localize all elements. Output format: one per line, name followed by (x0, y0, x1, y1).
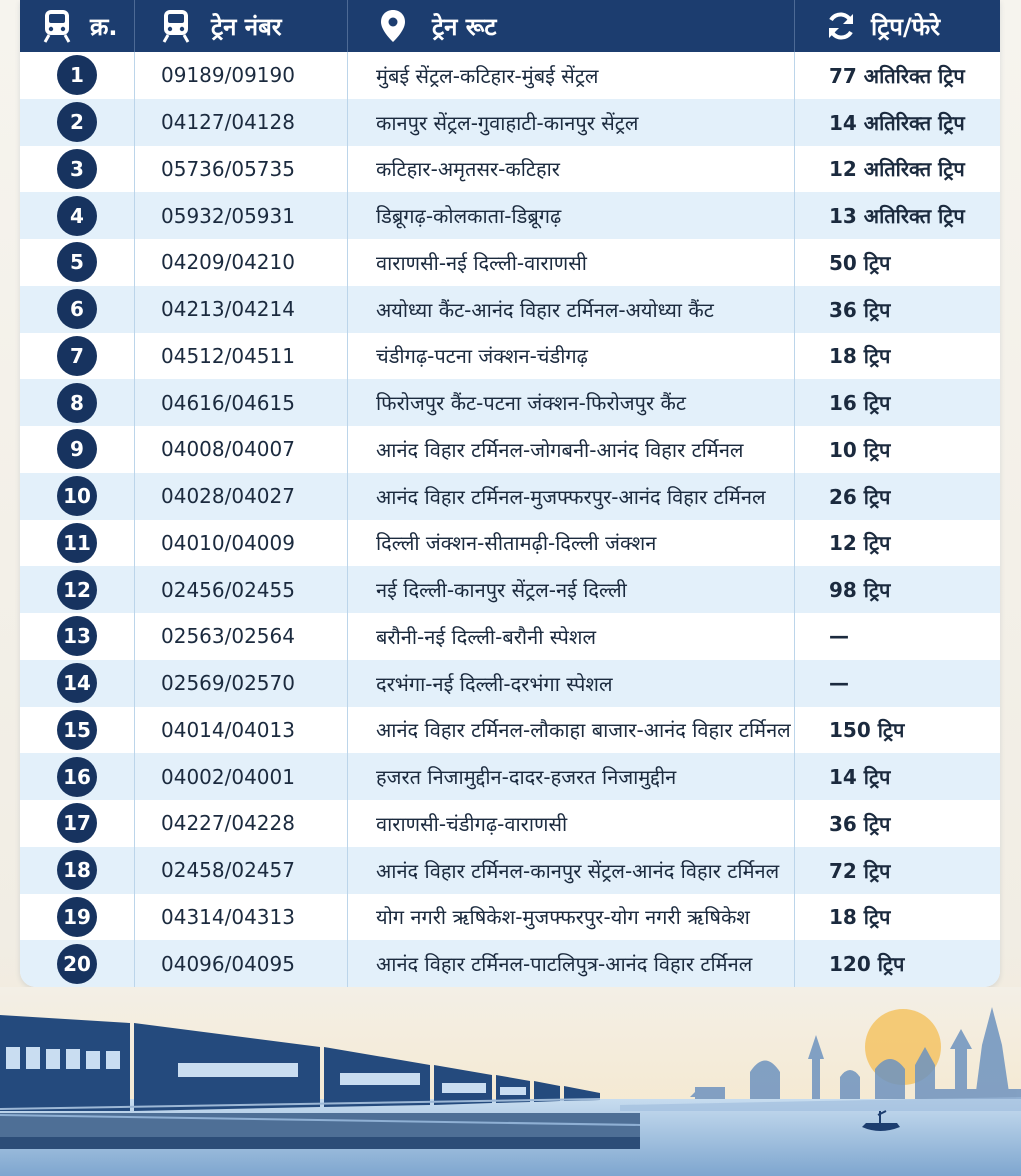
serial-cell (20, 426, 135, 473)
trips-cell: 12 ट्रिप (829, 531, 891, 556)
trips-cell: 120 ट्रिप (829, 952, 905, 977)
header-serial (20, 0, 135, 52)
serial-badge: 9 (57, 429, 97, 469)
route-cell: दिल्ली जंक्शन-सीतामढ़ी-दिल्ली जंक्शन (348, 520, 795, 567)
trips-cell: 98 ट्रिप (829, 578, 891, 603)
train-number-cell: 09189/09190 (135, 52, 348, 99)
serial-badge: 8 (57, 383, 97, 423)
train-number-cell: 04014/04013 (135, 707, 348, 754)
route-cell: बरौनी-नई दिल्ली-बरौनी स्पेशल (348, 613, 795, 660)
header-train-number (135, 0, 348, 52)
serial-cell (20, 753, 135, 800)
route-cell: चंडीगढ़-पटना जंक्शन-चंडीगढ़ (348, 333, 795, 380)
train-number-cell: 04213/04214 (135, 286, 348, 333)
route-cell: आनंद विहार टर्मिनल-कानपुर सेंट्रल-आनंद विहार टर्मिनल (348, 847, 795, 894)
serial-badge: 16 (57, 757, 97, 797)
refresh-icon (825, 10, 857, 42)
trips-cell: 77 अतिरिक्त ट्रिप (829, 63, 965, 88)
trips-cell: 72 ट्रिप (829, 858, 891, 883)
train-number-cell: 04008/04007 (135, 426, 348, 473)
route-cell: डिब्रूगढ़-कोलकाता-डिब्रूगढ़ (348, 192, 795, 239)
route-cell: आनंद विहार टर्मिनल-पाटलिपुत्र-आनंद विहार टर्मिनल (348, 940, 795, 987)
trips-cell: 18 ट्रिप (829, 905, 891, 930)
table-row (20, 753, 1000, 800)
serial-badge: 6 (57, 289, 97, 329)
serial-badge: 15 (57, 710, 97, 750)
table-row (20, 333, 1000, 380)
route-cell: हजरत निजामुद्दीन-दादर-हजरत निजामुद्दीन (348, 753, 795, 800)
serial-badge: 10 (57, 476, 97, 516)
table-row (20, 239, 1000, 286)
trips-cell: 16 ट्रिप (829, 391, 891, 416)
train-number-cell: 04314/04313 (135, 894, 348, 941)
train-river-illustration (0, 987, 1021, 1176)
trips-cell: 14 ट्रिप (829, 765, 891, 790)
serial-cell (20, 239, 135, 286)
serial-badge: 2 (57, 102, 97, 142)
train-number-cell: 02569/02570 (135, 660, 348, 707)
table-row (20, 473, 1000, 520)
serial-cell (20, 473, 135, 520)
serial-badge: 13 (57, 616, 97, 656)
train-number-cell: 04512/04511 (135, 333, 348, 380)
route-cell: कानपुर सेंट्रल-गुवाहाटी-कानपुर सेंट्रल (348, 99, 795, 146)
trips-cell: 26 ट्रिप (829, 484, 891, 509)
serial-cell (20, 894, 135, 941)
train-table (20, 0, 1000, 987)
table-row (20, 847, 1000, 894)
serial-cell (20, 146, 135, 193)
trips-cell: 50 ट्रिप (829, 250, 891, 275)
serial-cell (20, 333, 135, 380)
serial-cell (20, 566, 135, 613)
route-cell: योग नगरी ऋषिकेश-मुजफ्फरपुर-योग नगरी ऋषिकेश (348, 894, 795, 941)
table-row (20, 566, 1000, 613)
serial-cell (20, 52, 135, 99)
serial-badge: 3 (57, 149, 97, 189)
table-row (20, 286, 1000, 333)
serial-cell (20, 613, 135, 660)
train-number-cell: 02563/02564 (135, 613, 348, 660)
serial-cell (20, 660, 135, 707)
train-number-cell: 04028/04027 (135, 473, 348, 520)
train-number-cell: 04096/04095 (135, 940, 348, 987)
route-cell: फिरोजपुर कैंट-पटना जंक्शन-फिरोजपुर कैंट (348, 379, 795, 426)
train-number-cell: 04616/04615 (135, 379, 348, 426)
table-row (20, 940, 1000, 987)
serial-cell (20, 847, 135, 894)
train-number-cell: 04227/04228 (135, 800, 348, 847)
serial-badge: 19 (57, 897, 97, 937)
trips-cell: 10 ट्रिप (829, 437, 891, 462)
header-trips (795, 0, 1000, 52)
serial-badge: 14 (57, 663, 97, 703)
serial-badge: 12 (57, 570, 97, 610)
train-number-cell: 04127/04128 (135, 99, 348, 146)
trips-cell: — (829, 671, 849, 696)
route-cell: आनंद विहार टर्मिनल-जोगबनी-आनंद विहार टर्मिनल (348, 426, 795, 473)
table-body (20, 52, 1000, 987)
serial-badge: 18 (57, 850, 97, 890)
map-pin-icon (380, 9, 406, 43)
table-row (20, 379, 1000, 426)
route-cell: कटिहार-अमृतसर-कटिहार (348, 146, 795, 193)
serial-badge: 11 (57, 523, 97, 563)
serial-badge: 4 (57, 196, 97, 236)
serial-badge: 17 (57, 803, 97, 843)
table-row (20, 99, 1000, 146)
serial-badge: 20 (57, 944, 97, 984)
serial-cell (20, 940, 135, 987)
trips-cell: 36 ट्रिप (829, 297, 891, 322)
train-number-cell: 05932/05931 (135, 192, 348, 239)
header-train-number-label: ट्रेन नंबर (211, 12, 282, 41)
train-number-cell: 02458/02457 (135, 847, 348, 894)
serial-cell (20, 800, 135, 847)
table-header (20, 0, 1000, 52)
train-number-cell: 04002/04001 (135, 753, 348, 800)
serial-badge: 7 (57, 336, 97, 376)
route-cell: नई दिल्ली-कानपुर सेंट्रल-नई दिल्ली (348, 566, 795, 613)
table-row (20, 660, 1000, 707)
route-cell: मुंबई सेंट्रल-कटिहार-मुंबई सेंट्रल (348, 52, 795, 99)
serial-cell (20, 707, 135, 754)
trips-cell: 13 अतिरिक्त ट्रिप (829, 204, 965, 229)
trips-cell: 36 ट्रिप (829, 811, 891, 836)
route-cell: वाराणसी-चंडीगढ़-वाराणसी (348, 800, 795, 847)
trips-cell: 14 अतिरिक्त ट्रिप (829, 110, 965, 135)
serial-cell (20, 192, 135, 239)
serial-cell (20, 379, 135, 426)
train-number-cell: 02456/02455 (135, 566, 348, 613)
table-row (20, 192, 1000, 239)
train-front-icon (161, 9, 191, 43)
table-row (20, 613, 1000, 660)
table-row (20, 800, 1000, 847)
route-cell: दरभंगा-नई दिल्ली-दरभंगा स्पेशल (348, 660, 795, 707)
table-row (20, 520, 1000, 567)
trips-cell: 12 अतिरिक्त ट्रिप (829, 157, 965, 182)
serial-badge: 1 (57, 55, 97, 95)
header-route (348, 0, 795, 52)
serial-cell (20, 520, 135, 567)
route-cell: आनंद विहार टर्मिनल-मुजफ्फरपुर-आनंद विहार टर्मिनल (348, 473, 795, 520)
train-front-icon (42, 9, 72, 43)
serial-cell (20, 99, 135, 146)
route-cell: आनंद विहार टर्मिनल-लौकाहा बाजार-आनंद विहार टर्मिनल (348, 707, 795, 754)
table-row (20, 894, 1000, 941)
table-row (20, 707, 1000, 754)
train-number-cell: 04010/04009 (135, 520, 348, 567)
route-cell: अयोध्या कैंट-आनंद विहार टर्मिनल-अयोध्या कैंट (348, 286, 795, 333)
table-row (20, 426, 1000, 473)
header-trips-label: ट्रिप/फेरे (871, 12, 941, 41)
train-number-cell: 04209/04210 (135, 239, 348, 286)
trips-cell: — (829, 624, 849, 649)
header-route-label: ट्रेन रूट (432, 12, 497, 41)
table-row (20, 146, 1000, 193)
table-row (20, 52, 1000, 99)
trips-cell: 150 ट्रिप (829, 718, 905, 743)
trips-cell: 18 ट्रिप (829, 344, 891, 369)
train-number-cell: 05736/05735 (135, 146, 348, 193)
serial-badge: 5 (57, 242, 97, 282)
route-cell: वाराणसी-नई दिल्ली-वाराणसी (348, 239, 795, 286)
serial-cell (20, 286, 135, 333)
header-serial-label: क्र. (90, 12, 118, 41)
